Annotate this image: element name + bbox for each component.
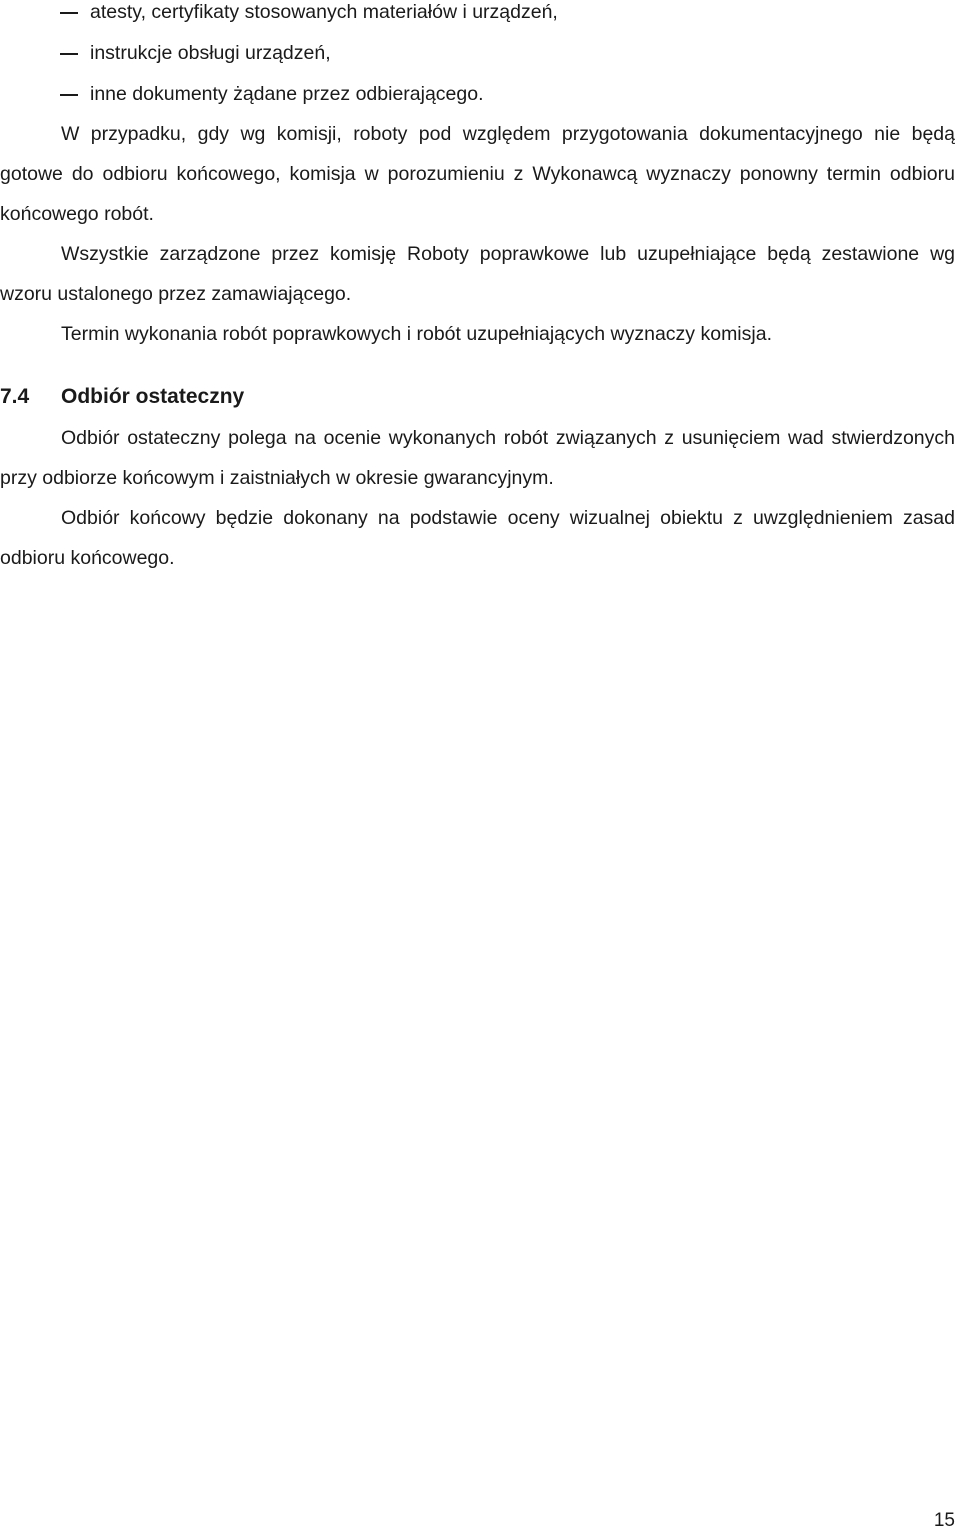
dash-bullet-icon — [60, 94, 78, 96]
paragraph-incomplete-documentation: W przypadku, gdy wg komisji, roboty pod względem przygotowania dokumentacyjnego nie będą gotowe do odbioru końcowego, komisja w porozumieniu z Wykonawcą wyznaczy ponowny termin odbioru końcowego robót. — [0, 123, 955, 225]
list-item — [60, 0, 558, 24]
section-heading — [0, 382, 244, 412]
list-item — [60, 82, 484, 106]
list-item-text: inne dokumenty żądane przez odbierającego. — [90, 83, 484, 105]
paragraph-final-acceptance-basis: Odbiór końcowy będzie dokonany na podstawie oceny wizualnej obiektu z uwzględnieniem zasad odbioru końcowego. — [0, 507, 955, 569]
dash-bullet-icon — [60, 53, 78, 55]
section-number: 7.4 — [0, 385, 30, 408]
paragraph-final-acceptance: Odbiór ostateczny polega na ocenie wykonanych robót związanych z usunięciem wad stwierdzonych przy odbiorze końcowym i zaistniałych w okresie gwarancyjnym. — [0, 427, 955, 489]
page-number: 15 — [933, 1510, 955, 1531]
section-title: Odbiór ostateczny — [61, 385, 245, 408]
paragraph-corrective-works: Wszystkie zarządzone przez komisję Roboty poprawkowe lub uzupełniające będą zestawione wg wzoru ustalonego przez zamawiającego. — [0, 243, 955, 305]
paragraph-deadline: Termin wykonania robót poprawkowych i robót uzupełniających wyznaczy komisja. — [61, 323, 772, 345]
list-item — [60, 41, 331, 65]
list-item-text: instrukcje obsługi urządzeń, — [90, 42, 331, 64]
dash-bullet-icon — [60, 12, 78, 14]
list-item-text: atesty, certyfikaty stosowanych materiałów i urządzeń, — [90, 1, 558, 23]
